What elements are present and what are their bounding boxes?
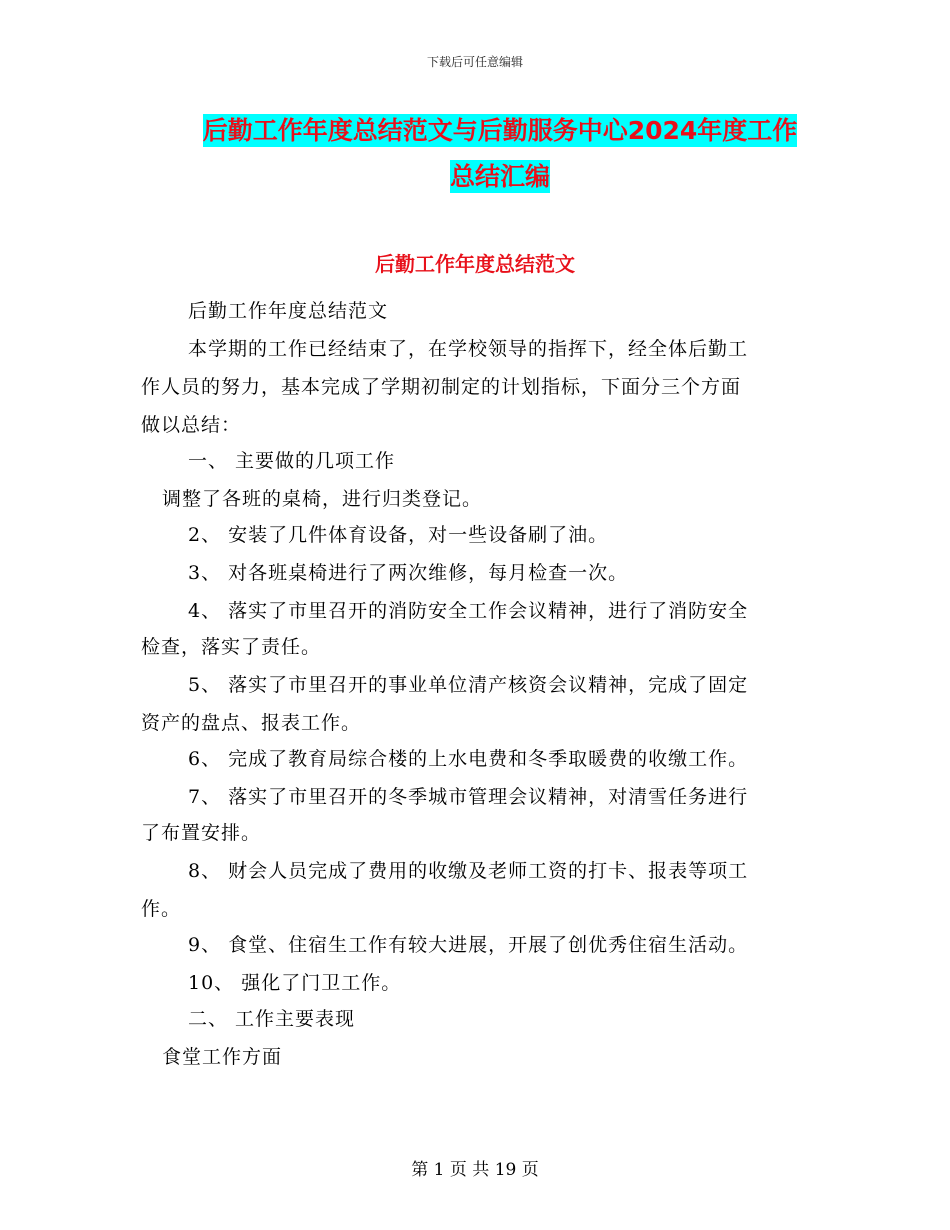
list-item: 8、 财会人员完成了费用的收缴及老师工资的打卡、报表等项工 — [188, 860, 749, 882]
list-item: 9、 食堂、住宿生工作有较大进展，开展了创优秀住宿生活动。 — [188, 934, 749, 956]
list-item-continuation: 了布置安排。 — [141, 822, 262, 844]
list-item: 10、 强化了门卫工作。 — [188, 972, 402, 994]
paragraph-line: 作人员的努力，基本完成了学期初制定的计划指标，下面分三个方面 — [141, 376, 742, 398]
paragraph-line: 本学期的工作已经结束了，在学校领导的指挥下，经全体后勤工 — [188, 338, 749, 360]
list-item-continuation: 检查，落实了责任。 — [141, 636, 322, 658]
section-title: 后勤工作年度总结范文 — [375, 252, 575, 276]
list-item: 2、 安装了几件体育设备，对一些设备刷了油。 — [188, 524, 609, 546]
list-item-continuation: 资产的盘点、报表工作。 — [141, 712, 362, 734]
paragraph-line: 做以总结： — [141, 414, 242, 436]
section-heading: 一、 主要做的几项工作 — [188, 450, 396, 472]
document-title-line-2: 总结汇编 — [449, 162, 550, 191]
list-item: 4、 落实了市里召开的消防安全工作会议精神，进行了消防安全 — [188, 600, 749, 622]
document-title — [150, 108, 850, 200]
page-number-footer: 第 1 页 共 19 页 — [411, 1160, 539, 1180]
subsection-heading: 食堂工作方面 — [162, 1046, 283, 1068]
list-item: 调整了各班的桌椅，进行归类登记。 — [162, 488, 483, 510]
page-header-note: 下载后可任意编辑 — [426, 55, 523, 69]
list-item-continuation: 作。 — [141, 898, 182, 920]
list-item: 7、 落实了市里召开的冬季城市管理会议精神，对清雪任务进行 — [188, 786, 749, 808]
list-item: 5、 落实了市里召开的事业单位清产核资会议精神，完成了固定 — [188, 674, 749, 696]
section-heading: 二、 工作主要表现 — [188, 1008, 356, 1030]
body-subtitle: 后勤工作年度总结范文 — [188, 300, 389, 322]
document-title-line-1: 后勤工作年度总结范文与后勤服务中心2024年度工作 — [202, 116, 798, 145]
list-item: 6、 完成了教育局综合楼的上水电费和冬季取暖费的收缴工作。 — [188, 748, 749, 770]
list-item: 3、 对各班桌椅进行了两次维修，每月检查一次。 — [188, 562, 629, 584]
